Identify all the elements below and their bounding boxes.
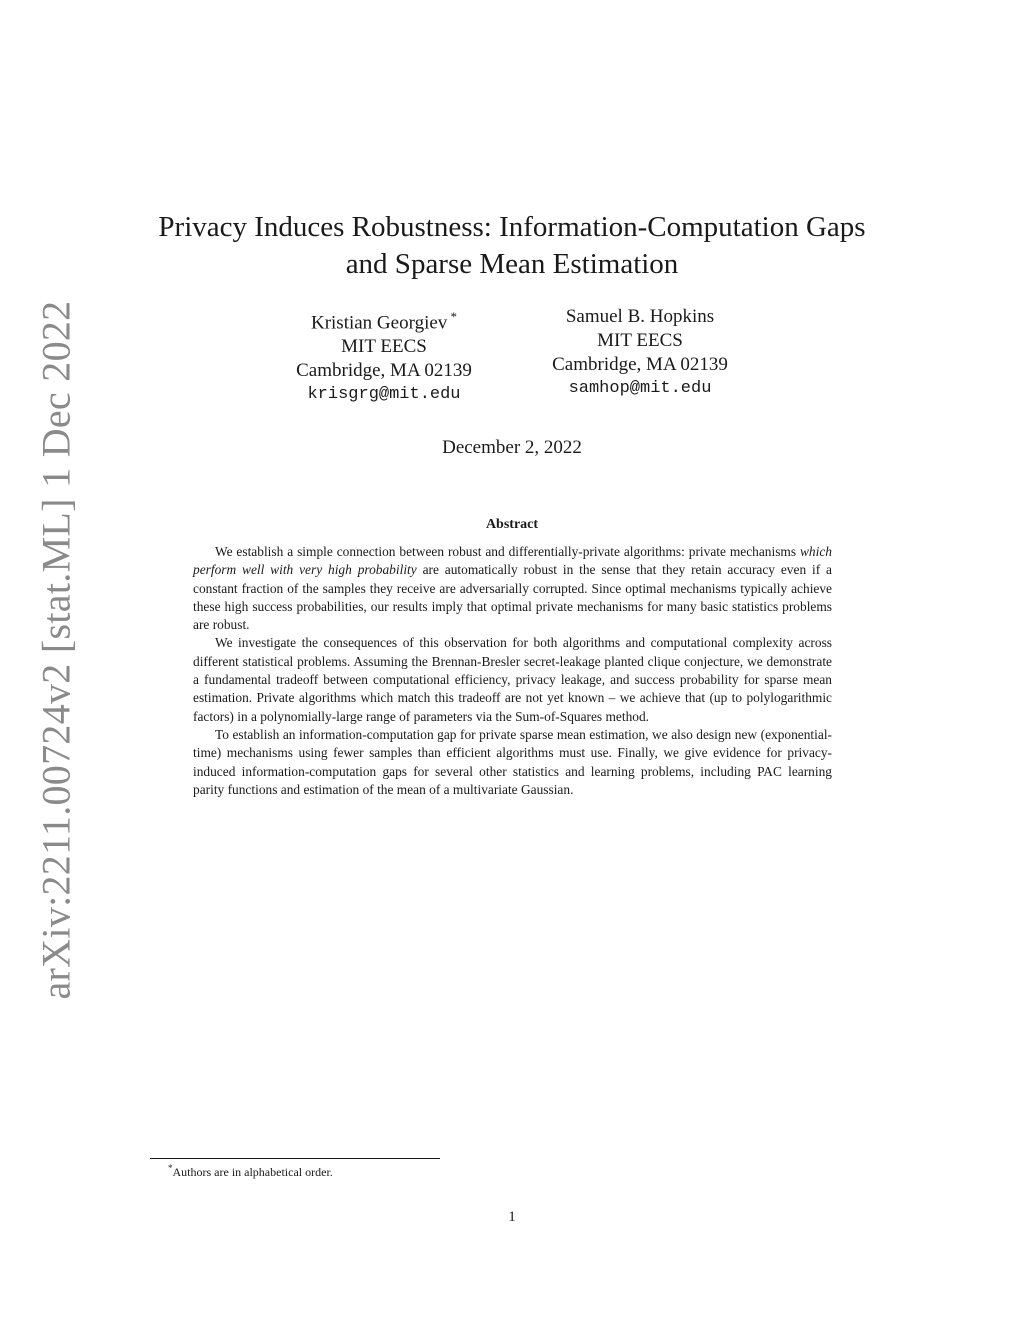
arxiv-side-stamp: arXiv:2211.00724v2 [stat.ML] 1 Dec 2022 (33, 300, 79, 1000)
author-email[interactable]: samhop@mit.edu (568, 379, 712, 398)
title-line-2: and Sparse Mean Estimation (345, 248, 679, 280)
footnote-text: Authors are in alphabetical order. (172, 1165, 333, 1179)
author-name: Kristian Georgiev * (284, 305, 484, 335)
author-location: Cambridge, MA 02139 (552, 354, 728, 375)
abstract-paragraph-2: We investigate the consequences of this observation for both algorithms and computational complexity across different statistical problems. Assuming the Brennan-Bresler secret-leakage planted clique conjecture, we demonstrate a fundamental tradeoff between computational efficiency, privacy leakage, and success probability for sparse mean estimation. Private algorithms which match this tradeoff are not yet known – we achieve that (up to polylogarithmic factors) in a polynomially-large range of parameters via the Sum-of-Squares method. (193, 635, 832, 724)
abstract-body (193, 543, 832, 799)
abstract-p1-emphasis: which perform well with very high probability (193, 544, 832, 578)
abstract-paragraph-3: To establish an information-computation gap for private sparse mean estimation, we also design new (exponential-time) mechanisms using fewer samples than efficient algorithms must use. Finally, we give evidence for privacy-induced information-computation gaps for several other statistics and learning problems, including PAC learning parity functions and estimation of the mean of a multivariate Gaussian. (193, 726, 832, 797)
abstract-paragraph-1 (193, 543, 832, 634)
author-block-2 (540, 305, 740, 401)
title-line-1: Privacy Induces Robustness: Information-Computation Gaps (158, 211, 866, 243)
paper-title (0, 209, 1024, 283)
footnote (168, 1163, 333, 1180)
author-location: Cambridge, MA 02139 (296, 360, 472, 382)
footnote-mark: * (168, 1163, 173, 1173)
author-affiliation: MIT EECS (597, 330, 683, 351)
author-name: Samuel B. Hopkins (565, 306, 715, 327)
page-number: 1 (508, 1209, 516, 1225)
abstract-heading: Abstract (485, 517, 539, 532)
author-email[interactable]: krisgrg@mit.edu (307, 385, 461, 405)
abstract-p1-text-start: We establish a simple connection between robust and differentially-private algorithms: private mechanisms (215, 544, 800, 559)
author-block-1 (284, 305, 484, 407)
footnote-divider (150, 1158, 440, 1159)
paper-date: December 2, 2022 (442, 437, 582, 458)
abstract-p1-text-end: are automatically robust in the sense that they retain accuracy even if a constant fraction of the samples they receive are adversarially corrupted. Since optimal mechanisms typically achieve these high success probabilities, our results imply that optimal private mechanisms for many basic statistics problems are robust. (193, 562, 832, 633)
author-affiliation: MIT EECS (341, 336, 427, 358)
